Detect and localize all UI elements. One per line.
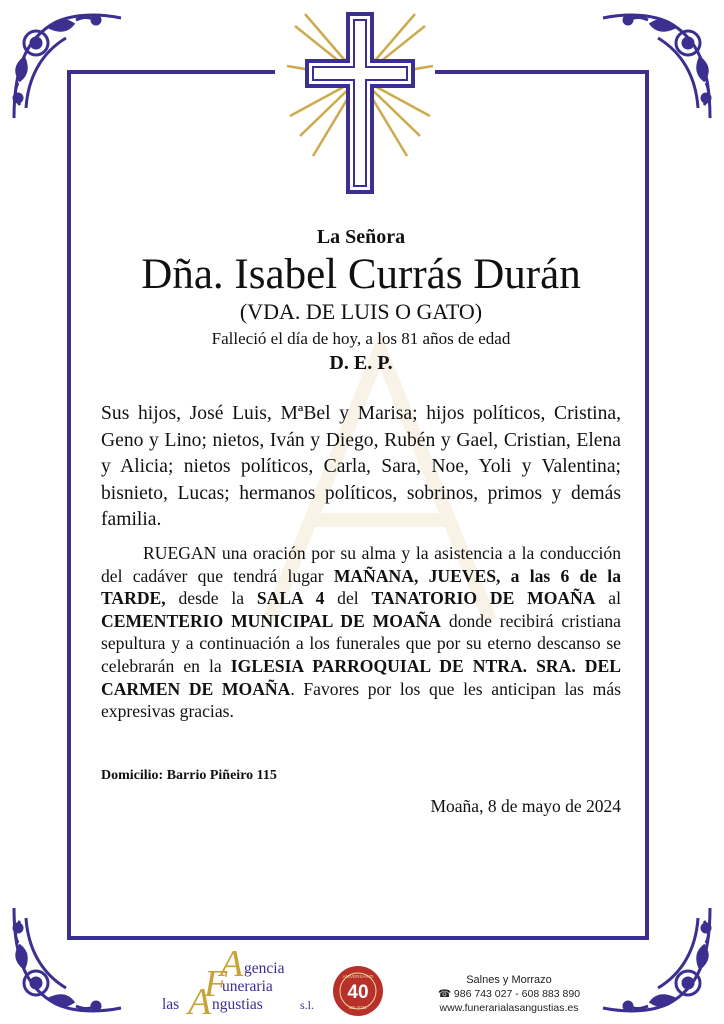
widow-of: (VDA. DE LUIS O GATO) — [239, 299, 483, 324]
logo-word-las: las — [162, 996, 180, 1013]
date-line: Moaña, 8 de mayo de 2024 — [430, 796, 621, 816]
ruegan-text-3: del — [324, 588, 372, 609]
ruegan-room: SALA 4 — [256, 588, 325, 609]
deceased-name: Dña. Isabel Currás Durán — [141, 251, 581, 298]
family-paragraph: Sus hijos, José Luis, MªBel y Marisa; hijos políticos, Cristina, Geno y Lino; nietos, Iván y Diego, Rubén y Gael, Cristian, Elena y Alicia; nietos políticos, Carla, Sara, Noe, Yoli y Valentina; bisnieto, Lucas; hermanos políticos, sobrinos, primos y demás familia. — [101, 403, 621, 530]
contact-block — [404, 973, 614, 1015]
ruegan-text-5: donde recibirá cristiana sepultura y a continuación a los funerales que por su eterno descanso se celebrarán en la — [101, 610, 621, 676]
contact-region: Salnes y Morrazo — [466, 974, 552, 986]
dep-line: D. E. P. — [329, 352, 393, 374]
ruegan-tanatorio: TANATORIO DE MOAÑA — [371, 588, 596, 609]
badge-bottom-text: EN 2021 — [349, 1005, 367, 1010]
contact-web[interactable]: www.funerarialasangustias.es — [439, 1002, 579, 1014]
logo-letter-f: F — [204, 963, 228, 1005]
ruegan-date-time: MAÑANA, JUEVES, a las 6 de la TARDE, — [101, 565, 621, 609]
ruegan-cemetery: CEMENTERIO MUNICIPAL DE MOAÑA — [101, 610, 442, 631]
logo-word-funeraria: uneraria — [222, 978, 273, 995]
logo-letter-a1: A — [220, 943, 244, 985]
ruegan-text-2: desde la — [165, 588, 257, 609]
ruegan-church: IGLESIA PARROQUIAL DE NTRA. SRA. DEL CARMEN DE MOAÑA — [101, 655, 621, 699]
badge-top-text: ANIVERSARIO — [342, 974, 374, 979]
passing-line: Falleció el día de hoy, a los 81 años de edad — [211, 329, 511, 348]
intro-title: La Señora — [316, 226, 406, 248]
ruegan-text-1: RUEGAN una oración por su alma y la asistencia a la conducción del cadáver que tendrá lugar — [101, 543, 621, 586]
ruegan-paragraph — [101, 542, 621, 723]
logo-word-angustias: ngustias — [212, 996, 263, 1013]
ruegan-text-4: al — [595, 588, 621, 609]
logo-suffix: s.l. — [300, 998, 315, 1012]
badge-number: 40 — [347, 982, 369, 1003]
ruegan-text-6: . Favores por los que les anticipan las más expresivas gracias. — [101, 678, 621, 722]
logo-letter-a2: A — [188, 981, 212, 1023]
cross-icon — [285, 6, 435, 196]
domicilio: Domicilio: Barrio Piñeiro 115 — [101, 768, 277, 783]
anniversary-badge — [332, 965, 384, 1017]
contact-phones: ☎ 986 743 027 - 608 883 890 — [437, 988, 581, 1000]
logo-word-agencia: gencia — [244, 960, 285, 977]
funeraria-logo — [160, 943, 335, 1023]
